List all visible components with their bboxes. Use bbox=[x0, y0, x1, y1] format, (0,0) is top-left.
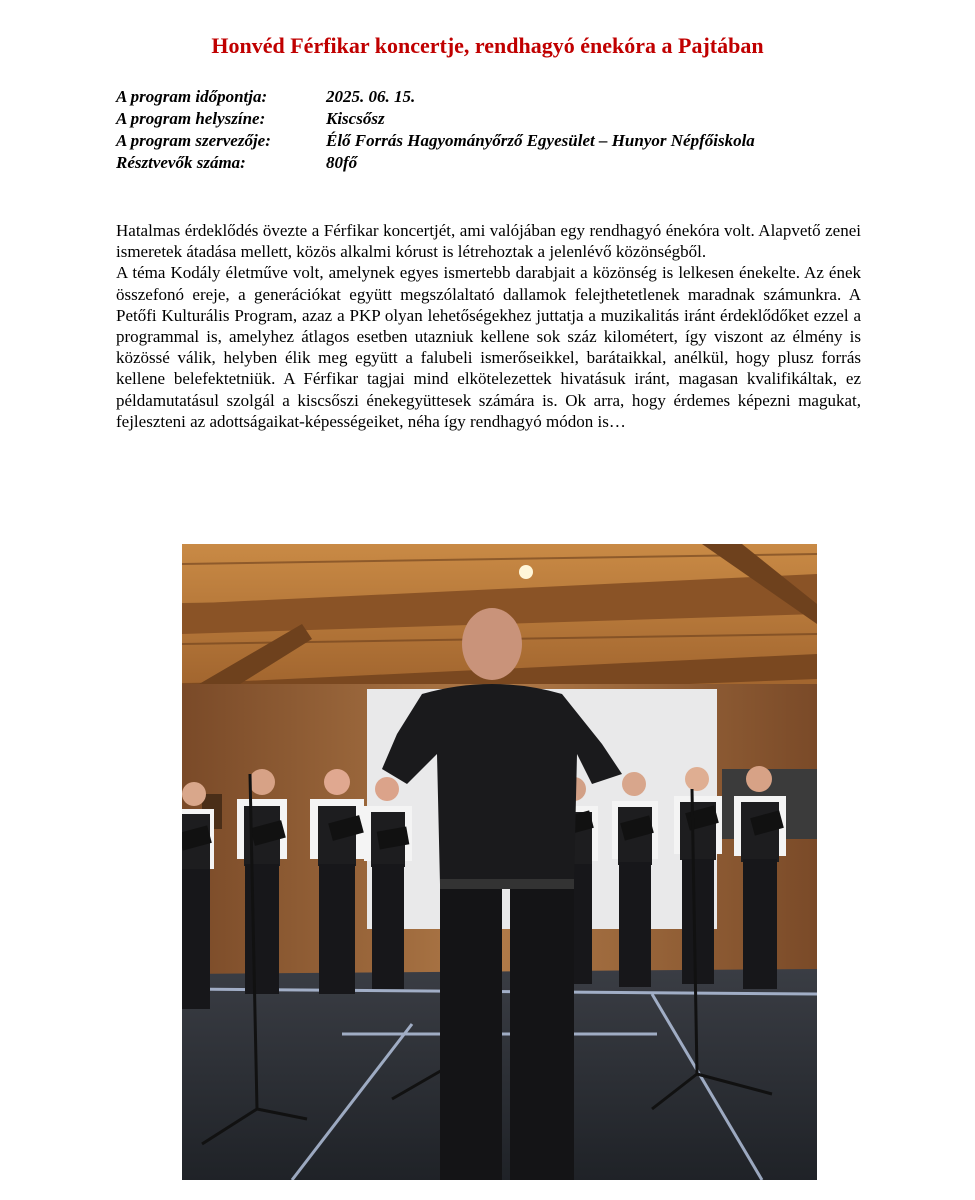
detail-row-date bbox=[116, 86, 755, 108]
page-title: Honvéd Férfikar koncertje, rendhagyó énekóra a Pajtában bbox=[211, 33, 764, 58]
detail-label: Résztvevők száma: bbox=[116, 153, 246, 172]
detail-label: A program szervezője: bbox=[116, 131, 271, 150]
program-details bbox=[116, 86, 755, 174]
paragraph: Hatalmas érdeklődés övezte a Férfikar koncertjét, ami valójában egy rendhagyó énekóra volt. Alapvető zenei ismeretek átadása mellett, közös alkalmi kórust is létrehoztak a jelenlévő közönségből. bbox=[116, 221, 861, 262]
detail-value: Élő Forrás Hagyományőrző Egyesület – Hunyor Népfőiskola bbox=[326, 131, 755, 150]
choir-photo bbox=[182, 544, 817, 1180]
detail-row-organizer bbox=[116, 130, 755, 152]
paragraph: A téma Kodály életműve volt, amelynek egyes ismertebb darabjait a közönség is lelkesen énekelte. Az ének összefonó ereje, a generációkat együtt megszólaltató dallamok felejthetetlenek maradnak számunkra. A Petőfi Kulturális Program, azaz a PKP olyan lehetőségekhez juttatja a muzikalitás iránt érdeklődőket ezzel a programmal is, amelyhez átlagos esetben utazniuk kellene sok száz kilométert, így viszont az élmény is közössé válik, helyben élik meg együtt a falubeli ismerőseikkel, barátaikkal, anélkül, hogy plusz forrás kellene belefektetniük. A Férfikar tagjai mind elkötelezettek hivatásuk iránt, magasan kvalifikáltak, ez példamutatásul szolgál a kiscsőszi énekegyüttesek számára is. Ok arra, hogy érdemes képezni magukat, fejleszteni az adottságaikat-képességeiket, néha így rendhagyó módon is… bbox=[116, 263, 861, 431]
detail-value: 80fő bbox=[326, 153, 358, 172]
detail-row-location bbox=[116, 108, 755, 130]
detail-value: 2025. 06. 15. bbox=[326, 87, 416, 106]
detail-value: Kiscsősz bbox=[326, 109, 385, 128]
article-body bbox=[116, 220, 861, 432]
detail-label: A program helyszíne: bbox=[116, 109, 266, 128]
detail-label: A program időpontja: bbox=[116, 87, 268, 106]
detail-row-participants bbox=[116, 152, 755, 174]
